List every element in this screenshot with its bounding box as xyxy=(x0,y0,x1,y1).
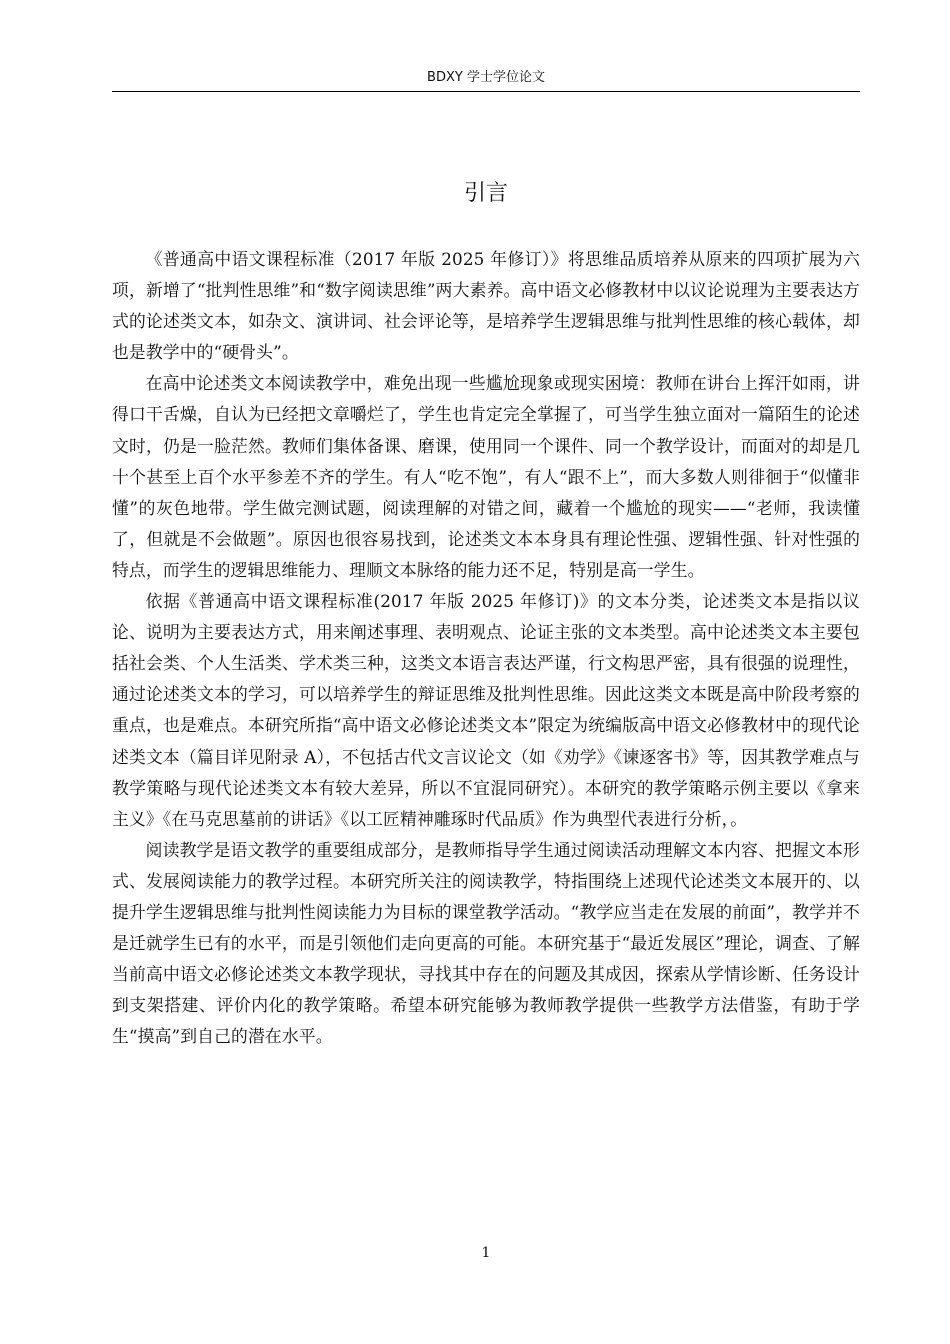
header-divider xyxy=(112,91,860,92)
paragraph-2: 在高中论述类文本阅读教学中，难免出现一些尴尬现象或现实困境：教师在讲台上挥汗如雨，讲得口干舌燥，自认为已经把文章嚼烂了，学生也肯定完全掌握了，可当学生独立面对一篇陌生的论述文时，仍是一脸茫然。教师们集体备课、磨课，使用同一个课件、同一个教学设计，而面对的却是几十个甚至上百个水平参差不齐的学生。有人“吃不饱”，有人“跟不上”，而大多数人则徘徊于“似懂非懂”的灰色地带。学生做完测试题，阅读理解的对错之间，藏着一个尴尬的现实——“老师，我读懂了，但就是不会做题”。原因也很容易找到，论述类文本本身具有理论性强、逻辑性强、针对性强的特点，而学生的逻辑思维能力、理顺文本脉络的能力还不足，特别是高一学生。 xyxy=(112,373,860,580)
body-text xyxy=(112,244,860,1052)
section-title: 引言 xyxy=(463,181,508,206)
paragraph-4: 阅读教学是语文教学的重要组成部分，是教师指导学生通过阅读活动理解文本内容、把握文本形式、发展阅读能力的教学过程。本研究所关注的阅读教学，特指围绕上述现代论述类文本展开的、以提升学生逻辑思维与批判性阅读能力为目标的课堂教学活动。“教学应当走在发展的前面”，教学并不是迁就学生已有的水平，而是引领他们走向更高的可能。本研究基于“最近发展区”理论，调查、了解当前高中语文必修论述类文本教学现状，寻找其中存在的问题及其成因，探索从学情诊断、任务设计到支架搭建、评价内化的教学策略。希望本研究能够为教师教学提供一些教学方法借鉴，有助于学生“摸高”到自己的潜在水平。 xyxy=(112,839,860,1047)
page-number: 1 xyxy=(481,1245,491,1261)
paragraph-1: 《普通高中语文课程标准（2017 年版 2025 年修订）》将思维品质培养从原来的四项扩展为六项，新增了“批判性思维”和“数字阅读思维”两大素养。高中语文必修教材中以议论说理为主要表达方式的论述类文本，如杂文、演讲词、社会评论等，是培养学生逻辑思维与批判性思维的核心载体，却也是教学中的“硬骨头”。 xyxy=(112,249,860,363)
paragraph-3: 依据《普通高中语文课程标准(2017 年版 2025 年修订)》的文本分类，论述类文本是指以议论、说明为主要表达方式，用来阐述事理、表明观点、论证主张的文本类型。高中论述类文本主要包括社会类、个人生活类、学术类三种，这类文本语言表达严谨，行文构思严密，具有很强的说理性，通过论述类文本的学习，可以培养学生的辩证思维及批判性思维。因此这类文本既是高中阶段考察的重点，也是难点。本研究所指“高中语文必修论述类文本”限定为统编版高中语文必修教材中的现代论述类文本（篇目详见附录 A），不包括古代文言议论文（如《劝学》《谏逐客书》等，因其教学难点与教学策略与现代论述类文本有较大差异，所以不宜混同研究）。本研究的教学策略示例主要以《拿来主义》《在马克思墓前的讲话》《以工匠精神雕琢时代品质》作为典型代表进行分析，。 xyxy=(112,591,860,829)
running-header: BDXY 学士学位论文 xyxy=(427,70,545,85)
